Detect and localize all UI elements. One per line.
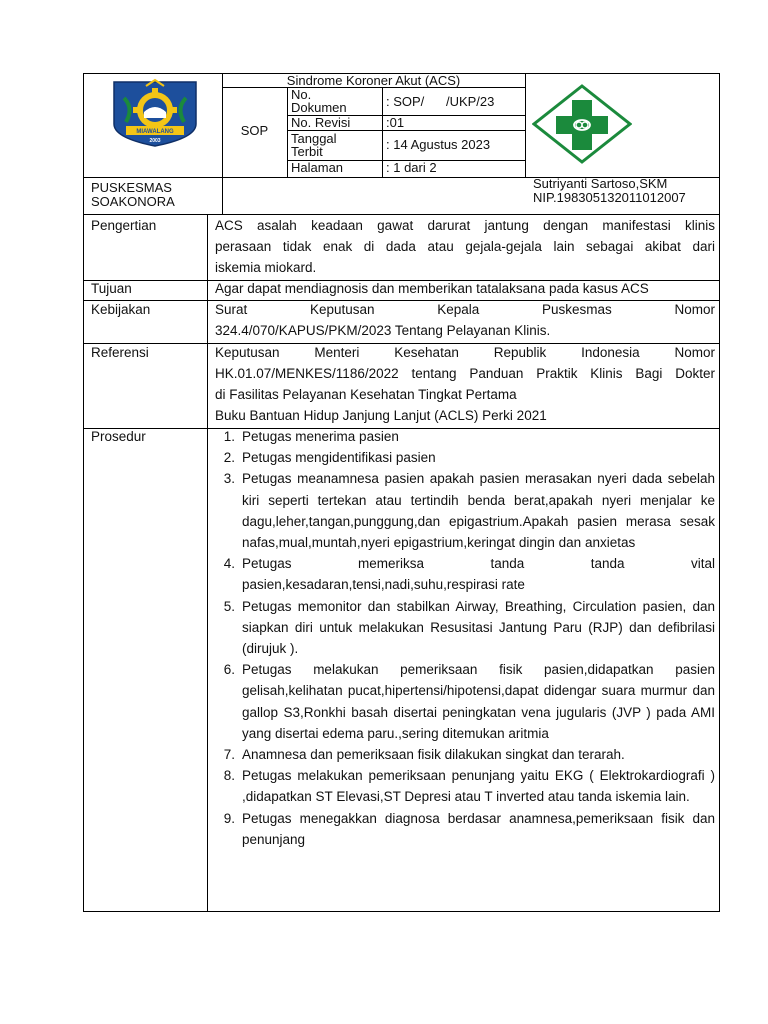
procedure-step: 7. Anamnesa dan pemeriksaan fisik dilakukan singkat dan terarah. [223, 747, 625, 763]
org-name: PUSKESMAS SOAKONORA [91, 180, 175, 209]
signer-block [533, 177, 686, 205]
logo-year: 2003 [149, 138, 161, 144]
field-label-no-dokumen: No. Dokumen [291, 87, 347, 115]
puskesmas-cross-logo [532, 84, 632, 164]
sop-label: SOP [240, 123, 269, 138]
divider [207, 215, 208, 912]
label-referensi: Referensi [91, 345, 149, 360]
divider [382, 87, 383, 177]
content-tujuan: Agar dapat mendiagnosis dan memberikan tatalaksana pada kasus ACS [215, 281, 649, 296]
field-value-halaman: : 1 dari 2 [386, 160, 437, 175]
procedure-list [215, 426, 715, 850]
sop-title: Sindrome Koroner Akut (ACS) [286, 73, 461, 88]
field-label-halaman: Halaman [291, 160, 344, 175]
field-label-no-revisi: No. Revisi [291, 115, 351, 130]
procedure-step: 5. Petugas memonitor dan stabilkan Airway, Breathing, Circulation pasien, dan siapkan diri untuk melakukan Resusitasi Jantung Paru (RJP) dan defibrilasi (dirujuk ). [223, 598, 715, 657]
district-logo [108, 78, 202, 148]
divider [525, 74, 526, 177]
label-prosedur: Prosedur [91, 429, 146, 444]
label-kebijakan: Kebijakan [91, 302, 151, 317]
field-value-tanggal-terbit: : 14 Agustus 2023 [386, 137, 491, 152]
content-kebijakan: Surat Keputusan Kepala Puskesmas Nomor 324.4/070/KAPUS/PKM/2023 Tentang Pelayanan Klinis. [215, 302, 715, 338]
signer-nip: NIP.198305132011012007 [533, 190, 686, 205]
procedure-step: 3. Petugas meanamnesa pasien apakah pasien merasakan nyeri dada sebelah kiri seperti tertekan atau tertindih benda berat,apakah nyeri menjalar ke dagu,leher,tangan,punggung,dan epigastrium.Apakah pasien merasa sesak nafas,mual,muntah,nyeri epigastrium,keringat dingin dan anxietas [223, 471, 715, 551]
field-label-tanggal-terbit: Tanggal Terbit [291, 131, 337, 159]
label-pengertian: Pengertian [91, 218, 157, 233]
content-pengertian: ACS asalah keadaan gawat darurat jantung dengan manifestasi klinis perasaan tidak enak di dada atau gejala-gejala lain sebagai akibat dari iskemia miokard. [215, 218, 715, 275]
logo-text: MIAWALANG [136, 129, 174, 135]
field-value-no-dokumen: : SOP/ /UKP/23 [386, 94, 495, 109]
sop-body-table [83, 214, 720, 912]
content-referensi: Keputusan Menteri Kesehatan Republik Indonesia Nomor HK.01.07/MENKES/1186/2022 tentang Panduan Praktik Klinis Bagi Dokter di Fasilitas Pelayanan Kesehatan Tingkat Pertama Buku Bantuan Hidup Janjung Lanjut (ACLS) Perki 2021 [215, 345, 715, 423]
signer-name: Sutriyanti Sartoso,SKM [533, 176, 668, 191]
procedure-step: 6. Petugas melakukan pemeriksaan fisik pasien,didapatkan pasien gelisah,kelihatan pucat,hipertensi/hipotensi,dapat didengar suara murmur dan gallop S3,Ronkhi basah disertai peningkatan vena jugularis (JVP ) pada AMI yang disertai edema paru.,sering ditemukan aritmia [223, 662, 715, 741]
procedure-step: 2. Petugas mengidentifikasi pasien [223, 450, 436, 466]
field-value-no-revisi: :01 [386, 115, 405, 130]
sop-header-table [83, 73, 720, 215]
label-tujuan: Tujuan [91, 281, 132, 296]
procedure-step: 9. Petugas menegakkan diagnosa berdasar anamnesa,pemeriksaan fisik dan penunjang [223, 810, 715, 847]
procedure-step: 4. Petugas memeriksa tanda tanda vital pasien,kesadaran,tensi,nadi,suhu,respirasi rate [223, 556, 715, 593]
procedure-step: 1. Petugas menerima pasien [223, 429, 399, 444]
divider [287, 87, 288, 177]
divider [222, 74, 223, 215]
procedure-step: 8. Petugas melakukan pemeriksaan penunjang yaitu EKG ( Elektrokardiografi ) ,didapatkan ST Elevasi,ST Depresi atau T inverted atau tanda iskemia lain. [223, 768, 715, 805]
